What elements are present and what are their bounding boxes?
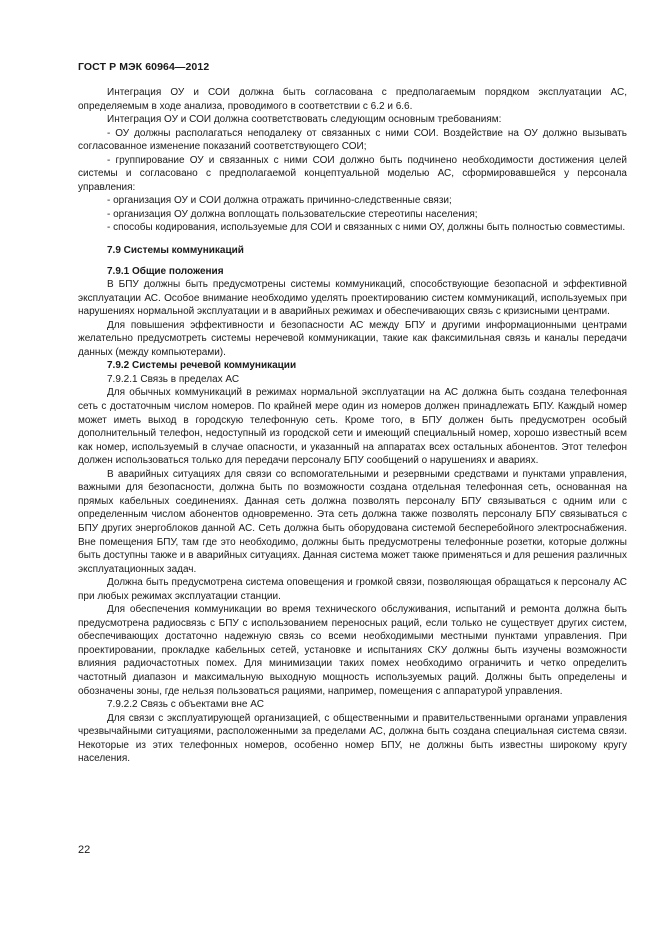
subsection-heading: 7.9.1 Общие положения [107,265,224,277]
list-item: - организация ОУ должна воплощать пользовательские стереотипы населения; [107,208,478,220]
list-item: - способы кодирования, используемые для СОИ и связанных с ними ОУ, должны быть полностью совместимы. [107,222,626,234]
list-item: - ОУ должны располагаться неподалеку от связанных с ними СОИ. Воздействие на ОУ должно вызывать согласованное изменение показаний соответствующего СОИ; [78,127,627,153]
clause-heading: 7.9.2.1 Связь в пределах АС [107,373,240,385]
page-number: 22 [78,844,91,856]
paragraph: В аварийных ситуациях для связи со вспомогательными и резервными средствами и пунктами управления, важными для безопасности, должна быть по возможности создана отдельная телефонная сеть, основанная на прямых кабельных соединениях. Данная сеть должна позволять персоналу БПУ связываться с одним или с определенным числом абонентов одновременно. Эта сеть должна также позволять персоналу БПУ связываться с БПУ других энергоблоков данной АС. Сеть должна быть оборудована системой бесперебойного электроснабжения. Вне помещения БПУ, там где это необходимо, должны быть предусмотрены телефонные розетки, которые должны быть доступны также и в аварийных ситуациях. Данная система может также применяться и для решения различных эксплуатационных задач. [78,468,627,575]
paragraph: Интеграция ОУ и СОИ должна быть согласована с предполагаемым порядком эксплуатации АС, определяемым в ходе анализа, проводимого в соответствии с 6.2 и 6.6. [78,87,627,112]
subsection-heading: 7.9.2 Системы речевой коммуникации [107,360,297,372]
document-header: ГОСТ Р МЭК 60964—2012 [78,61,210,73]
paragraph: В БПУ должны быть предусмотрены системы коммуникаций, способствующие безопасной и эффективной эксплуатации АС. Особое внимание необходимо уделять проектированию систем коммуникаций, используемых при нарушениях нормальной эксплуатации и в аварийных режимах и обеспечивающих связь с кризисными центрами. [78,279,627,318]
paragraph: Для повышения эффективности и безопасности АС между БПУ и другими информационными центрами желательно предусмотреть системы неречевой коммуникации, такие как факсимильная связь и каналы передачи данных (между компьютерами). [78,319,627,358]
paragraph: Должна быть предусмотрена система оповещения и громкой связи, позволяющая обращаться к персоналу АС при любых режимах эксплуатации станции. [78,577,627,602]
list-item: - группирование ОУ и связанных с ними СОИ должно быть подчинено необходимости достижения целей системы и согласовано с предполагаемой концептуальной моделью АС, сформировавшейся у персонала управления: [78,154,627,193]
paragraph: Для обычных коммуникаций в режимах нормальной эксплуатации на АС должна быть создана телефонная сеть с достаточным числом номеров. По крайней мере один из номеров должен принадлежать БПУ. Каждый номер может иметь выход в городскую телефонную сеть. Кроме того, в БПУ должен быть предусмотрен особый дополнительный телефон, недоступный из городской сети и имеющий специальный номер, хорошо известный всем как номер, используемый в случае опасности, и указанный на аппаратах всех остальных абонентов. Этот телефон должен использоваться только для передачи персоналу БПУ сообщений о нарушениях и авариях. [78,387,627,467]
list-item: - организация ОУ и СОИ должна отражать причинно-следственные связи; [107,195,452,207]
paragraph: Для связи с эксплуатирующей организацией, с общественными и правительственными органами управления чрезвычайными ситуациями, расположенными за пределами АС, должна быть создана специальная система связи. Некоторые из этих телефонных номеров, особенно номер БПУ, не должны быть известны широкому кругу населения. [78,712,627,765]
paragraph: Для обеспечения коммуникации во время технического обслуживания, испытаний и ремонта должна быть предусмотрена радиосвязь с БПУ с использованием переносных раций, если только не существует других систем, обеспечивающих достаточно надежную связь со всеми необходимыми местными пунктами управления. При проектировании, прокладке кабельных сетей, установке и испытаниях СКУ должны быть изучены возможности влияния радиочастотных помех. Для минимизации таких помех необходимо ограничить и четко определить частотный диапазон и максимальную выходную мощность используемых раций. Должны быть определены и обозначены зоны, где нельзя пользоваться рациями, например, помещения с аппаратурой управления. [78,604,627,697]
section-heading: 7.9 Системы коммуникаций [107,245,244,257]
page-body [78,86,627,766]
clause-heading: 7.9.2.2 Связь с объектами вне АС [107,699,264,711]
paragraph: Интеграция ОУ и СОИ должна соответствовать следующим основным требованиям: [107,114,502,126]
